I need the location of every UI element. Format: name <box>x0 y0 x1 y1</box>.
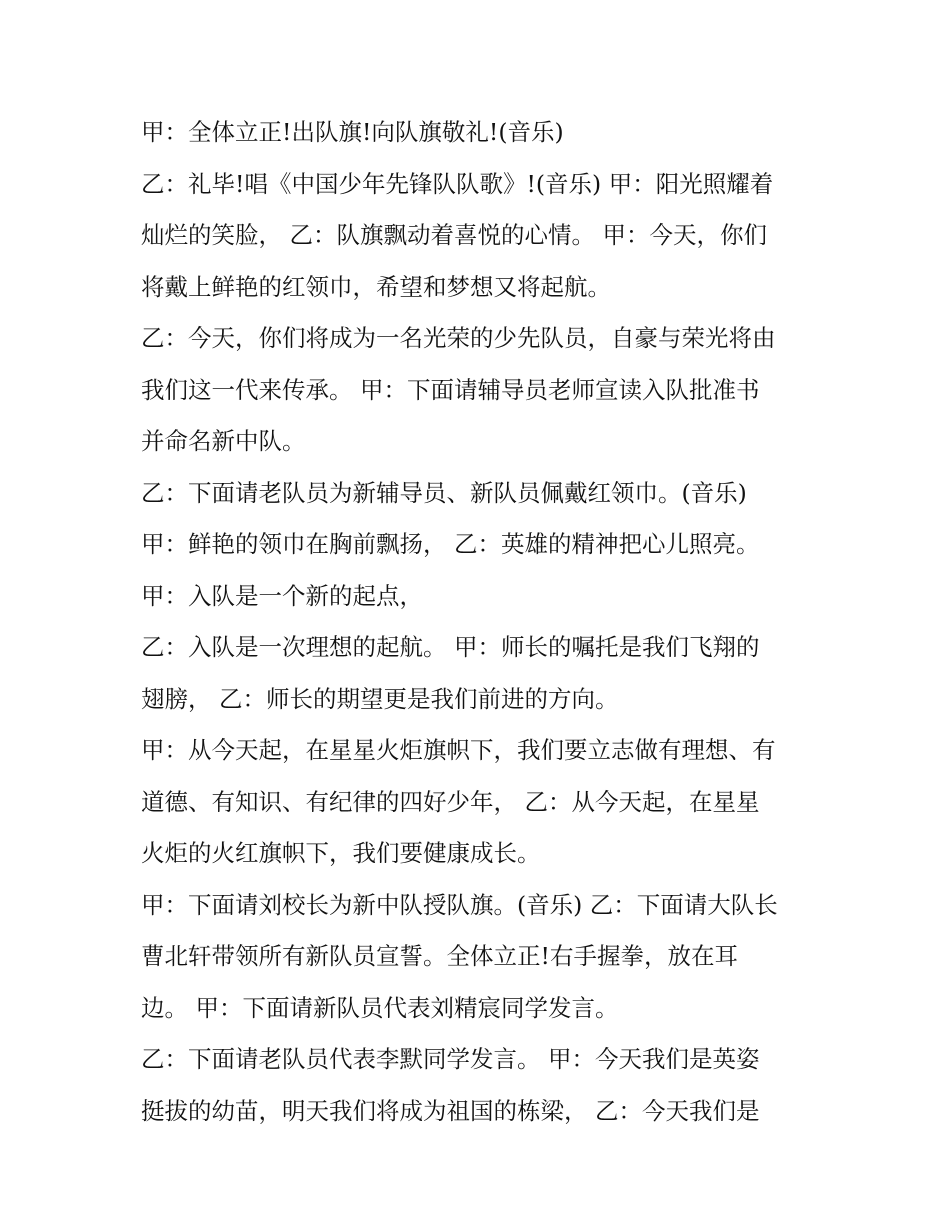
text-line: 将戴上鲜艳的红领巾，希望和梦想又将起航。 <box>141 272 611 301</box>
text-line: 乙：下面请老队员代表李默同学发言。 甲：今天我们是英姿 <box>141 1045 760 1073</box>
text-line: 火炬的火红旗帜下，我们要健康成长。 <box>141 839 541 867</box>
text-line: 边。 甲：下面请新队员代表刘精宸同学发言。 <box>141 993 619 1022</box>
text-line: 曹北轩带领所有新队员宣誓。全体立正!右手握拳，放在耳 <box>141 942 738 970</box>
text-line: 乙：今天，你们将成为一名光荣的少先队员，自豪与荣光将由 <box>141 324 776 352</box>
text-line: 道德、有知识、有纪律的四好少年， 乙：从今天起，在星星 <box>141 787 760 816</box>
text-line: 甲：下面请刘校长为新中队授队旗。(音乐) 乙：下面请大队长 <box>141 890 778 919</box>
text-line: 乙：下面请老队员为新辅导员、新队员佩戴红领巾。(音乐) <box>141 478 747 507</box>
text-line: 翅膀， 乙：师长的期望更是我们前进的方向。 <box>141 684 619 713</box>
text-line: 挺拔的幼苗，明天我们将成为祖国的栋梁， 乙：今天我们是 <box>141 1096 760 1125</box>
document-body <box>141 107 841 1137</box>
text-line: 并命名新中队。 <box>141 427 306 455</box>
text-line: 甲：入队是一个新的起点， <box>141 581 423 610</box>
text-line: 甲：全体立正!出队旗!向队旗敬礼!(音乐) <box>141 118 564 146</box>
text-line: 甲：从今天起，在星星火炬旗帜下，我们要立志做有理想、有 <box>141 736 776 764</box>
text-line: 甲：鲜艳的领巾在胸前飘扬， 乙：英雄的精神把心儿照亮。 <box>141 530 760 558</box>
text-line: 乙：礼毕!唱《中国少年先锋队队歌》!(音乐) 甲：阳光照耀着 <box>141 169 774 198</box>
text-line: 我们这一代来传承。 甲：下面请辅导员老师宣读入队批准书 <box>141 375 760 404</box>
text-line: 乙：入队是一次理想的起航。 甲：师长的嘱托是我们飞翔的 <box>141 633 760 661</box>
text-line: 灿烂的笑脸， 乙：队旗飘动着喜悦的心情。 甲：今天，你们 <box>141 221 767 249</box>
